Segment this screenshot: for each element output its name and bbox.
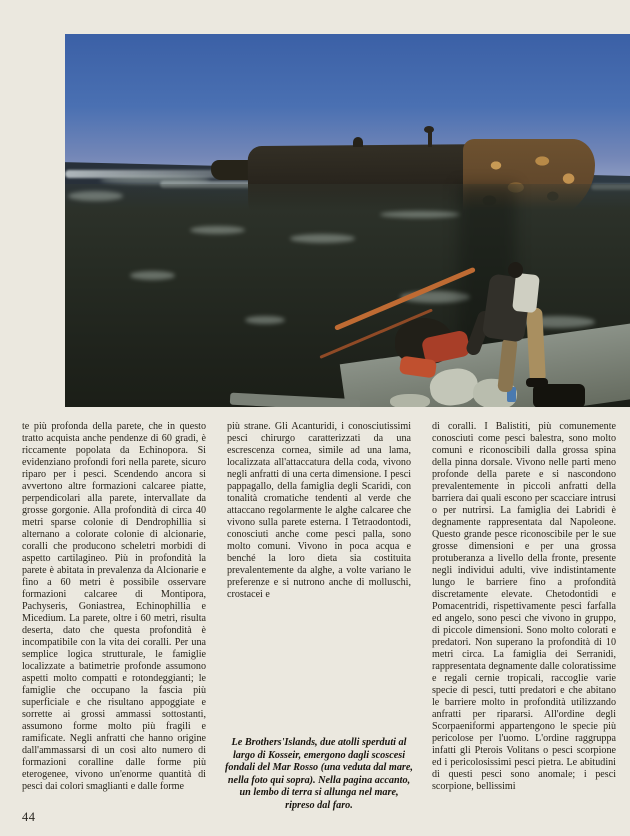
page-number: 44	[22, 810, 36, 824]
foam-patch	[130, 271, 175, 280]
foam-patch	[290, 234, 355, 243]
islet-outcrop	[353, 137, 363, 147]
sea-photo	[65, 34, 630, 407]
article-column-1: te più profonda della parete, che in questo tratto acquista anche pendenze di 60 gradi, è riccamente popolata da Echinopora. Si evidenziano profondi fori nella parete, sicuro riparo per i pesci. Scendendo ancora si avvertono altre formazioni calcaree piatte, perpendicolari alla parete, intervallate da grosse gorgonie. Alla profondità di circa 40 metri sparse colonie di Dendrophillia si alternano a colorate colonie di alcionarie, coralli che producono scheletri morbidi di aspetto cartilagineo. Più in profondità la parete è abitata in prevalenza da Alcionarie e fino a 60 metri è possibile osservare formazioni calcaree di Montipora, Pachyseris, Goniastrea, Echinophillia e Micedium. La parete, oltre i 60 metri, risulta deserta, dato che questa profondità è incompatibile con la vita dei coralli. Per una semplice logica strutturale, le famiglie localizzate a batimetrie profonde assumono aspetti molto compatti e rotondeggianti; le famiglie che occupano la fascia più superficiale e che risultano appoggiate e sorrette ai grossi ammassi sottostanti, assumono forme molto più fragili e ramificate. Negli anfratti che hanno origine dall'ammassarsi di un così alto numero di formazioni coralline dalle forme più eterogenee, vivono un'enorme quantità di pesci dai colori smaglianti e dalle forme	[22, 421, 206, 792]
foam-patch	[190, 226, 245, 234]
beacon-top	[424, 126, 434, 133]
dark-equipment	[533, 384, 585, 407]
white-sack	[390, 394, 430, 407]
standing-person-shirt	[512, 273, 540, 313]
foam-patch	[380, 211, 460, 218]
standing-person-head	[508, 262, 523, 278]
photo-caption: Le Brothers'Islands, due atolli sperduti al largo di Kosseir, emergono dagli scoscesi fondali del Mar Rosso (una veduta dal mare, nella foto qui sopra). Nella pagina accanto, un lembo di terra si allunga nel mare, ripreso dal faro.	[225, 737, 413, 811]
foam-patch	[245, 316, 285, 324]
foam-patch	[100, 176, 210, 184]
foam-patch	[68, 191, 123, 201]
standing-person-shoe	[526, 378, 548, 387]
article-column-3: di coralli. I Balistiti, più comunemente conosciuti come pesci balestra, sono molto comuni e riconoscibili dalla grossa spina della pinna dorsale. Vivono nelle parti meno profonde della parete e si nascondono prevalentemente in piccoli anfratti della barriera dai quali escono per scacciare intrusi o per nutrirsi. La famiglia dei Labridi è degnamente rappresentata dal Napoleone. Questo grande pesce riconoscibile per le sue grosse dimensioni e per una grossa protuberanza a livello della fronte, presente negli individui adulti, vive indistintamente lungo le barriere fino a profondità discretamente elevate. Chetodontidi e Pomacentridi, rispettivamente pesci farfalla ed angelo, sono pesci che vivono in gruppo, di piccole dimensioni. Sono molto colorati e predatori. Non superano la profondità di 10 metri circa. La famiglia dei Serranidi, rappresentata degnamente dalle coloratissime e regali cernie tropicali, raccoglie varie specie di pesci, tutti predatori e che abitano le barriere molto in profondità utilizzando anfratti per ripararsi. All'ordine degli Scorpaeniformi appartengono le specie più pericolose per l'uomo. L'ordine raggruppa infatti gli Pterois Volitans o pesci scorpione ed i pericolosissimi pesci pietra. Le abitudini di questi pesci sono anomale; i pesci scorpione, bellissimi	[432, 421, 616, 792]
article-column-2: più strane. Gli Acanturidi, i conosciutissimi pesci chirurgo caratterizzati da una escrescenza cornea, simile ad una lama, localizzata all'attaccatura della coda, vivono negli anfratti di una certa dimensione. I pesci pappagallo, della famiglia degli Scaridi, con tonalità cromatiche tendenti al verde che attaccano regolarmente le alghe calcaree che vivono sulla parete esterna. I Tetraodontodi, conosciuti anche come pesci palla, sono molto comuni. Vivono in poca acqua e benché la loro dieta sia costituita prevalentemente da alghe, a volte variano le preferenze e si nutrono anche di molluschi, crostacei e	[227, 421, 411, 600]
